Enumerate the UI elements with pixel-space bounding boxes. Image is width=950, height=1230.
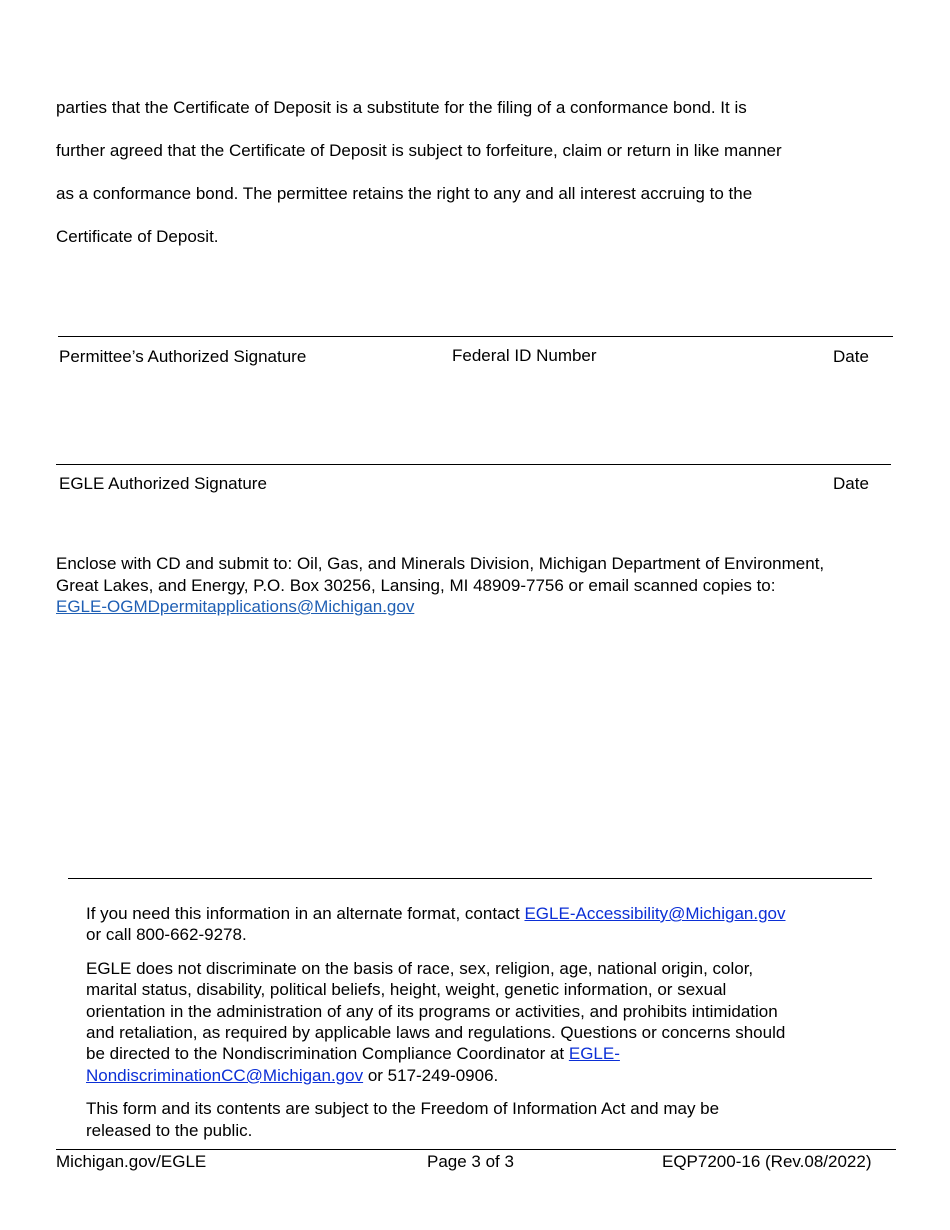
egle-date-label: Date [833, 474, 869, 493]
footer-website: Michigan.gov/EGLE [56, 1152, 207, 1171]
page-footer-rule [56, 1149, 896, 1150]
foia-notice: This form and its contents are subject to the Freedom of Information Act and may be released to the public. [86, 1099, 720, 1140]
enclose-line: Enclose with CD and submit to: Oil, Gas, and Minerals Division, Michigan Department of Environment, [56, 554, 825, 573]
nondiscrimination-email-link-part1[interactable]: EGLE- [568, 1044, 620, 1064]
enclose-line: Great Lakes, and Energy, P.O. Box 30256, Lansing, MI 48909-7756 or email scanned copies to: [56, 575, 776, 595]
nondiscrimination-email-link-part2[interactable]: NondiscriminationCC@Michigan.gov [86, 1065, 364, 1085]
federal-id-label: Federal ID Number [452, 346, 597, 365]
submission-email-link[interactable]: EGLE-OGMDpermitapplications@Michigan.gov [56, 597, 415, 616]
nondiscrimination-notice: EGLE does not discriminate on the basis of race, sex, religion, age, national origin, color, marital status, disability, political beliefs, height, weight, genetic information, or sexual orientation in the administration of any of its programs or activities, and prohibits intimidation and retaliation, as required by applicable laws and regulations. Questions or concerns should be directed to the Nondiscrimination Compliance Coordinator at EGLE- NondiscriminationCC@Michigan.gov or 517-249-0906. [86, 958, 786, 1085]
permittee-signature-label: Permittee’s Authorized Signature [59, 347, 307, 366]
paragraph-line: Certificate of Deposit. [56, 227, 219, 246]
accessibility-email-link[interactable]: EGLE-Accessibility@Michigan.gov [524, 904, 786, 923]
body-paragraph [56, 86, 916, 258]
enclose-instructions [56, 553, 936, 618]
footer-form-id: EQP7200-16 (Rev.08/2022) [662, 1152, 872, 1171]
paragraph-line: further agreed that the Certificate of Deposit is subject to forfeiture, claim or return in like manner [56, 141, 782, 160]
footer-separator [68, 878, 872, 879]
paragraph-line: parties that the Certificate of Deposit is a substitute for the filing of a conformance bond. It is [56, 98, 747, 117]
permittee-signature-line[interactable] [58, 336, 893, 337]
accessibility-notice: If you need this information in an alternate format, contact EGLE-Accessibility@Michigan.gov or call 800-662-9278. [86, 904, 786, 945]
permittee-date-label: Date [833, 347, 869, 366]
footer-notices [86, 903, 876, 1153]
egle-signature-line[interactable] [56, 464, 891, 465]
egle-signature-label: EGLE Authorized Signature [59, 474, 267, 493]
footer-page-number: Page 3 of 3 [427, 1152, 514, 1171]
paragraph-line: as a conformance bond. The permittee retains the right to any and all interest accruing to the [56, 184, 753, 203]
